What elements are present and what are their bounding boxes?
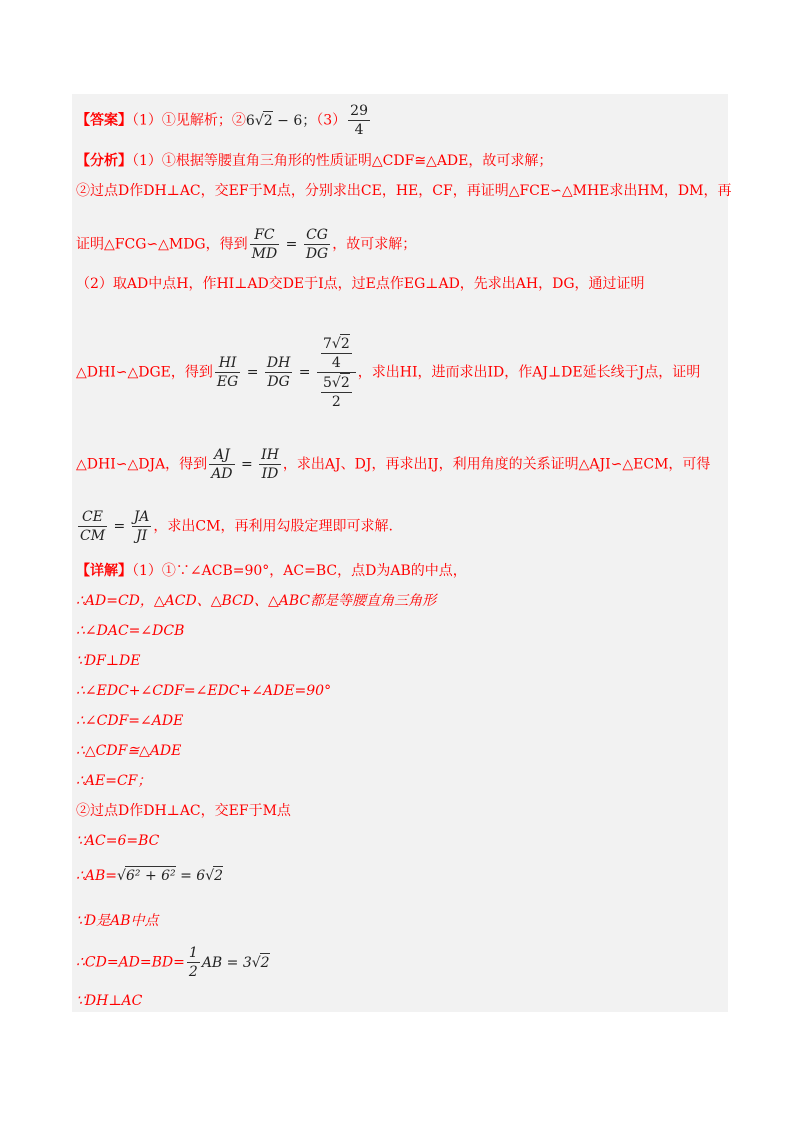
fraction-dh-dg: $\frac{DH}{DG}$: [266, 355, 291, 390]
detail-line-12: ∵D是AB中点: [76, 913, 159, 929]
fraction-one-half: $\frac{1}{2}$: [188, 945, 198, 980]
detail-line-7: ∴△CDF≅△ADE: [76, 743, 182, 759]
fraction-fc-md: $\frac{FC}{MD}$: [251, 227, 278, 262]
fraction-cg-dg: $\frac{CG}{DG}$: [305, 227, 329, 262]
fraction-ce-cm: $\frac{CE}{CM}$: [80, 509, 106, 544]
analysis-line-4: （2）取AD中点H，作HI⊥AD交DE于I点，过E点作EG⊥AD，先求出AH，DG，通过证明: [76, 276, 645, 292]
complex-fraction: $\frac{\frac{7√2}{4}}{\frac{5√2}{2}}$: [317, 334, 356, 411]
detail-line-2: ∴AD=CD，△ACD、△BCD、△ABC都是等腰直角三角形: [76, 593, 437, 609]
analysis-line-7: $\frac{CE}{CM}$ = $\frac{JA}{JI}$ ，求出CM，再利用勾股定理即可求解.: [80, 509, 393, 544]
analysis-line-5: △DHI∽△DGE，得到 $\frac{HI}{EG}$ = $\frac{DH}{DG}$ = $\frac{\frac{7√2}{4}}{\frac{5√2}{2}}$ ，求出HI，进而求出ID，作AJ⊥DE延长线于J点，证明: [76, 336, 701, 410]
answer-line: [76, 102, 372, 139]
analysis-line-1: 【分析】（1）①根据等腰直角三角形的性质证明△CDF≅△ADE，故可求解；: [76, 153, 553, 169]
detail-label: 【详解】: [76, 563, 132, 579]
detail-line-9: ②过点D作DH⊥AC，交EF于M点: [76, 803, 291, 819]
detail-line-1: 【详解】（1）①∵∠ACB=90°，AC=BC，点D为AB的中点，: [76, 563, 467, 579]
answer-value-2: 6√2 − 6；: [245, 112, 317, 129]
answer-label: 【答案】: [76, 112, 132, 129]
analysis-line-3: 证明△FCG∽△MDG，得到 $\frac{FC}{MD}$ = $\frac{CG}{DG}$ ，故可求解；: [76, 227, 417, 262]
detail-line-4: ∵DF⊥DE: [76, 653, 141, 669]
fraction-hi-eg: $\frac{HI}{EG}$: [216, 355, 239, 390]
analysis-label: 【分析】: [76, 153, 132, 169]
analysis-line-6: △DHI∽△DJA，得到 $\frac{AJ}{AD}$ = $\frac{IH}{ID}$ ，求出AJ、DJ，再求出IJ，利用角度的关系证明△AJI∽△ECM，可得: [76, 447, 711, 482]
answer-part3: （3）: [316, 112, 347, 129]
fraction-ih-id: $\frac{IH}{ID}$: [261, 447, 279, 482]
fraction-ja-ji: $\frac{JA}{JI}$: [133, 509, 150, 544]
analysis-line-2: ②过点D作DH⊥AC，交EF于M点，分别求出CE，HE，CF，再证明△FCE∽△MHE求出HM，DM，再: [76, 183, 732, 199]
detail-line-14: ∵DH⊥AC: [76, 993, 143, 1009]
detail-line-13: ∴CD=AD=BD= $\frac{1}{2}$ AB = 3√2: [76, 945, 270, 980]
detail-line-11: ∴AB=√6² + 6² = 6√2: [76, 868, 224, 884]
detail-line-6: ∴∠CDF=∠ADE: [76, 713, 184, 729]
detail-line-5: ∴∠EDC+∠CDF=∠EDC+∠ADE=90°: [76, 683, 332, 699]
answer-fraction: $\frac{29}{4}$: [350, 103, 368, 138]
detail-line-10: ∵AC=6=BC: [76, 833, 160, 849]
detail-line-8: ∴AE=CF；: [76, 773, 152, 789]
detail-line-3: ∴∠DAC=∠DCB: [76, 623, 185, 639]
fraction-aj-ad: $\frac{AJ}{AD}$: [211, 447, 233, 482]
answer-part1: （1）①见解析；②: [132, 112, 246, 129]
